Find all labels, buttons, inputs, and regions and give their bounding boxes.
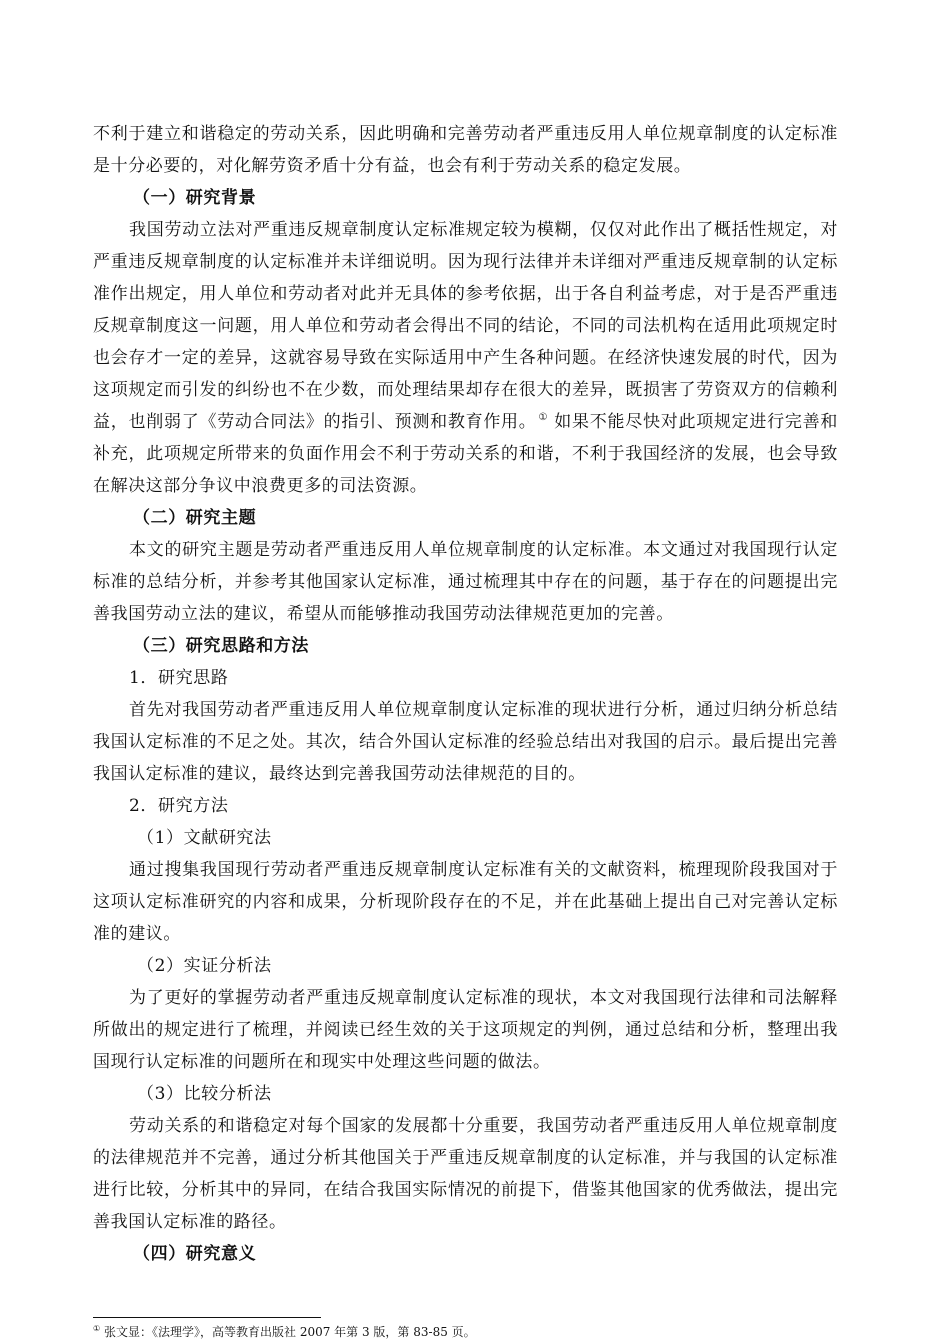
paragraph-intro-continuation: 不利于建立和谐稳定的劳动关系，因此明确和完善劳动者严重违反用人单位规章制度的认定标准是十分必要的，对化解劳资矛盾十分有益，也会有利于劳动关系的稳定发展。 [93,124,838,176]
paragraph-research-background [93,214,838,502]
footnote-mark: ① [93,1324,101,1333]
paragraph-research-approach: 首先对我国劳动者严重违反用人单位规章制度认定标准的现状进行分析，通过归纳分析总结我国认定标准的不足之处。其次，结合外国认定标准的经验总结出对我国的启示。最后提出完善我国认定标准的建议，最终达到完善我国劳动法律规范的目的。 [93,700,838,784]
method-comparative-analysis: （3）比较分析法 [137,1084,272,1104]
heading-research-significance: （四）研究意义 [133,1244,257,1264]
method-empirical-analysis: （2）实证分析法 [137,956,272,976]
paragraph-comparative-analysis: 劳动关系的和谐稳定对每个国家的发展都十分重要，我国劳动者严重违反用人单位规章制度的法律规范并不完善，通过分析其他国关于严重违反规章制度的认定标准，并与我国的认定标准进行比较，分析其中的异同，在结合我国实际情况的前提下，借鉴其他国家的优秀做法，提出完善我国认定标准的路径。 [93,1116,838,1232]
heading-research-background: （一）研究背景 [133,188,257,208]
footnote [93,1324,476,1340]
subheading-research-methods: 2．研究方法 [129,796,229,816]
paragraph-text: 如果不能尽快对此项规定进行完善和补充，此项规定所带来的负面作用会不利于劳动关系的和谐，不利于我国经济的发展，也会导致在解决这部分争议中浪费更多的司法资源。 [93,412,838,496]
paragraph-research-topic: 本文的研究主题是劳动者严重违反用人单位规章制度的认定标准。本文通过对我国现行认定标准的总结分析，并参考其他国家认定标准，通过梳理其中存在的问题，基于存在的问题提出完善我国劳动立法的建议，希望从而能够推动我国劳动法律规范更加的完善。 [93,540,838,624]
method-literature-research: （1）文献研究法 [137,828,272,848]
heading-research-topic: （二）研究主题 [133,508,257,528]
subheading-research-approach: 1．研究思路 [129,668,229,688]
footnote-divider [93,1317,321,1318]
paragraph-text: 我国劳动立法对严重违反规章制度认定标准规定较为模糊，仅仅对此作出了概括性规定，对严重违反规章制度的认定标准并未详细说明。因为现行法律并未详细对严重违反规章制的认定标准作出规定，用人单位和劳动者对此并无具体的参考依据，出于各自利益考虑，对于是否严重违反规章制度这一问题，用人单位和劳动者会得出不同的结论，不同的司法机构在适用此项规定时也会存才一定的差异，这就容易导致在实际适用中产生各种问题。在经济快速发展的时代，因为这项规定而引发的纠纷也不在少数，而处理结果却存在很大的差异，既损害了劳资双方的信赖利益，也削弱了《劳动合同法》的指引、预测和教育作用。 [93,220,838,432]
footnote-reference[interactable]: ① [538,412,549,424]
paragraph-literature-research: 通过搜集我国现行劳动者严重违反规章制度认定标准有关的文献资料，梳理现阶段我国对于这项认定标准研究的内容和成果，分析现阶段存在的不足，并在此基础上提出自己对完善认定标准的建议。 [93,860,838,944]
footnote-text: 张文显：《法理学》，高等教育出版社 2007 年第 3 版，第 83-85 页。 [104,1325,476,1339]
document-body [93,118,838,1270]
heading-research-approach-methods: （三）研究思路和方法 [133,636,309,656]
paragraph-empirical-analysis: 为了更好的掌握劳动者严重违反规章制度认定标准的现状，本文对我国现行法律和司法解释所做出的规定进行了梳理，并阅读已经生效的关于这项规定的判例，通过总结和分析，整理出我国现行认定标准的问题所在和现实中处理这些问题的做法。 [93,988,838,1072]
